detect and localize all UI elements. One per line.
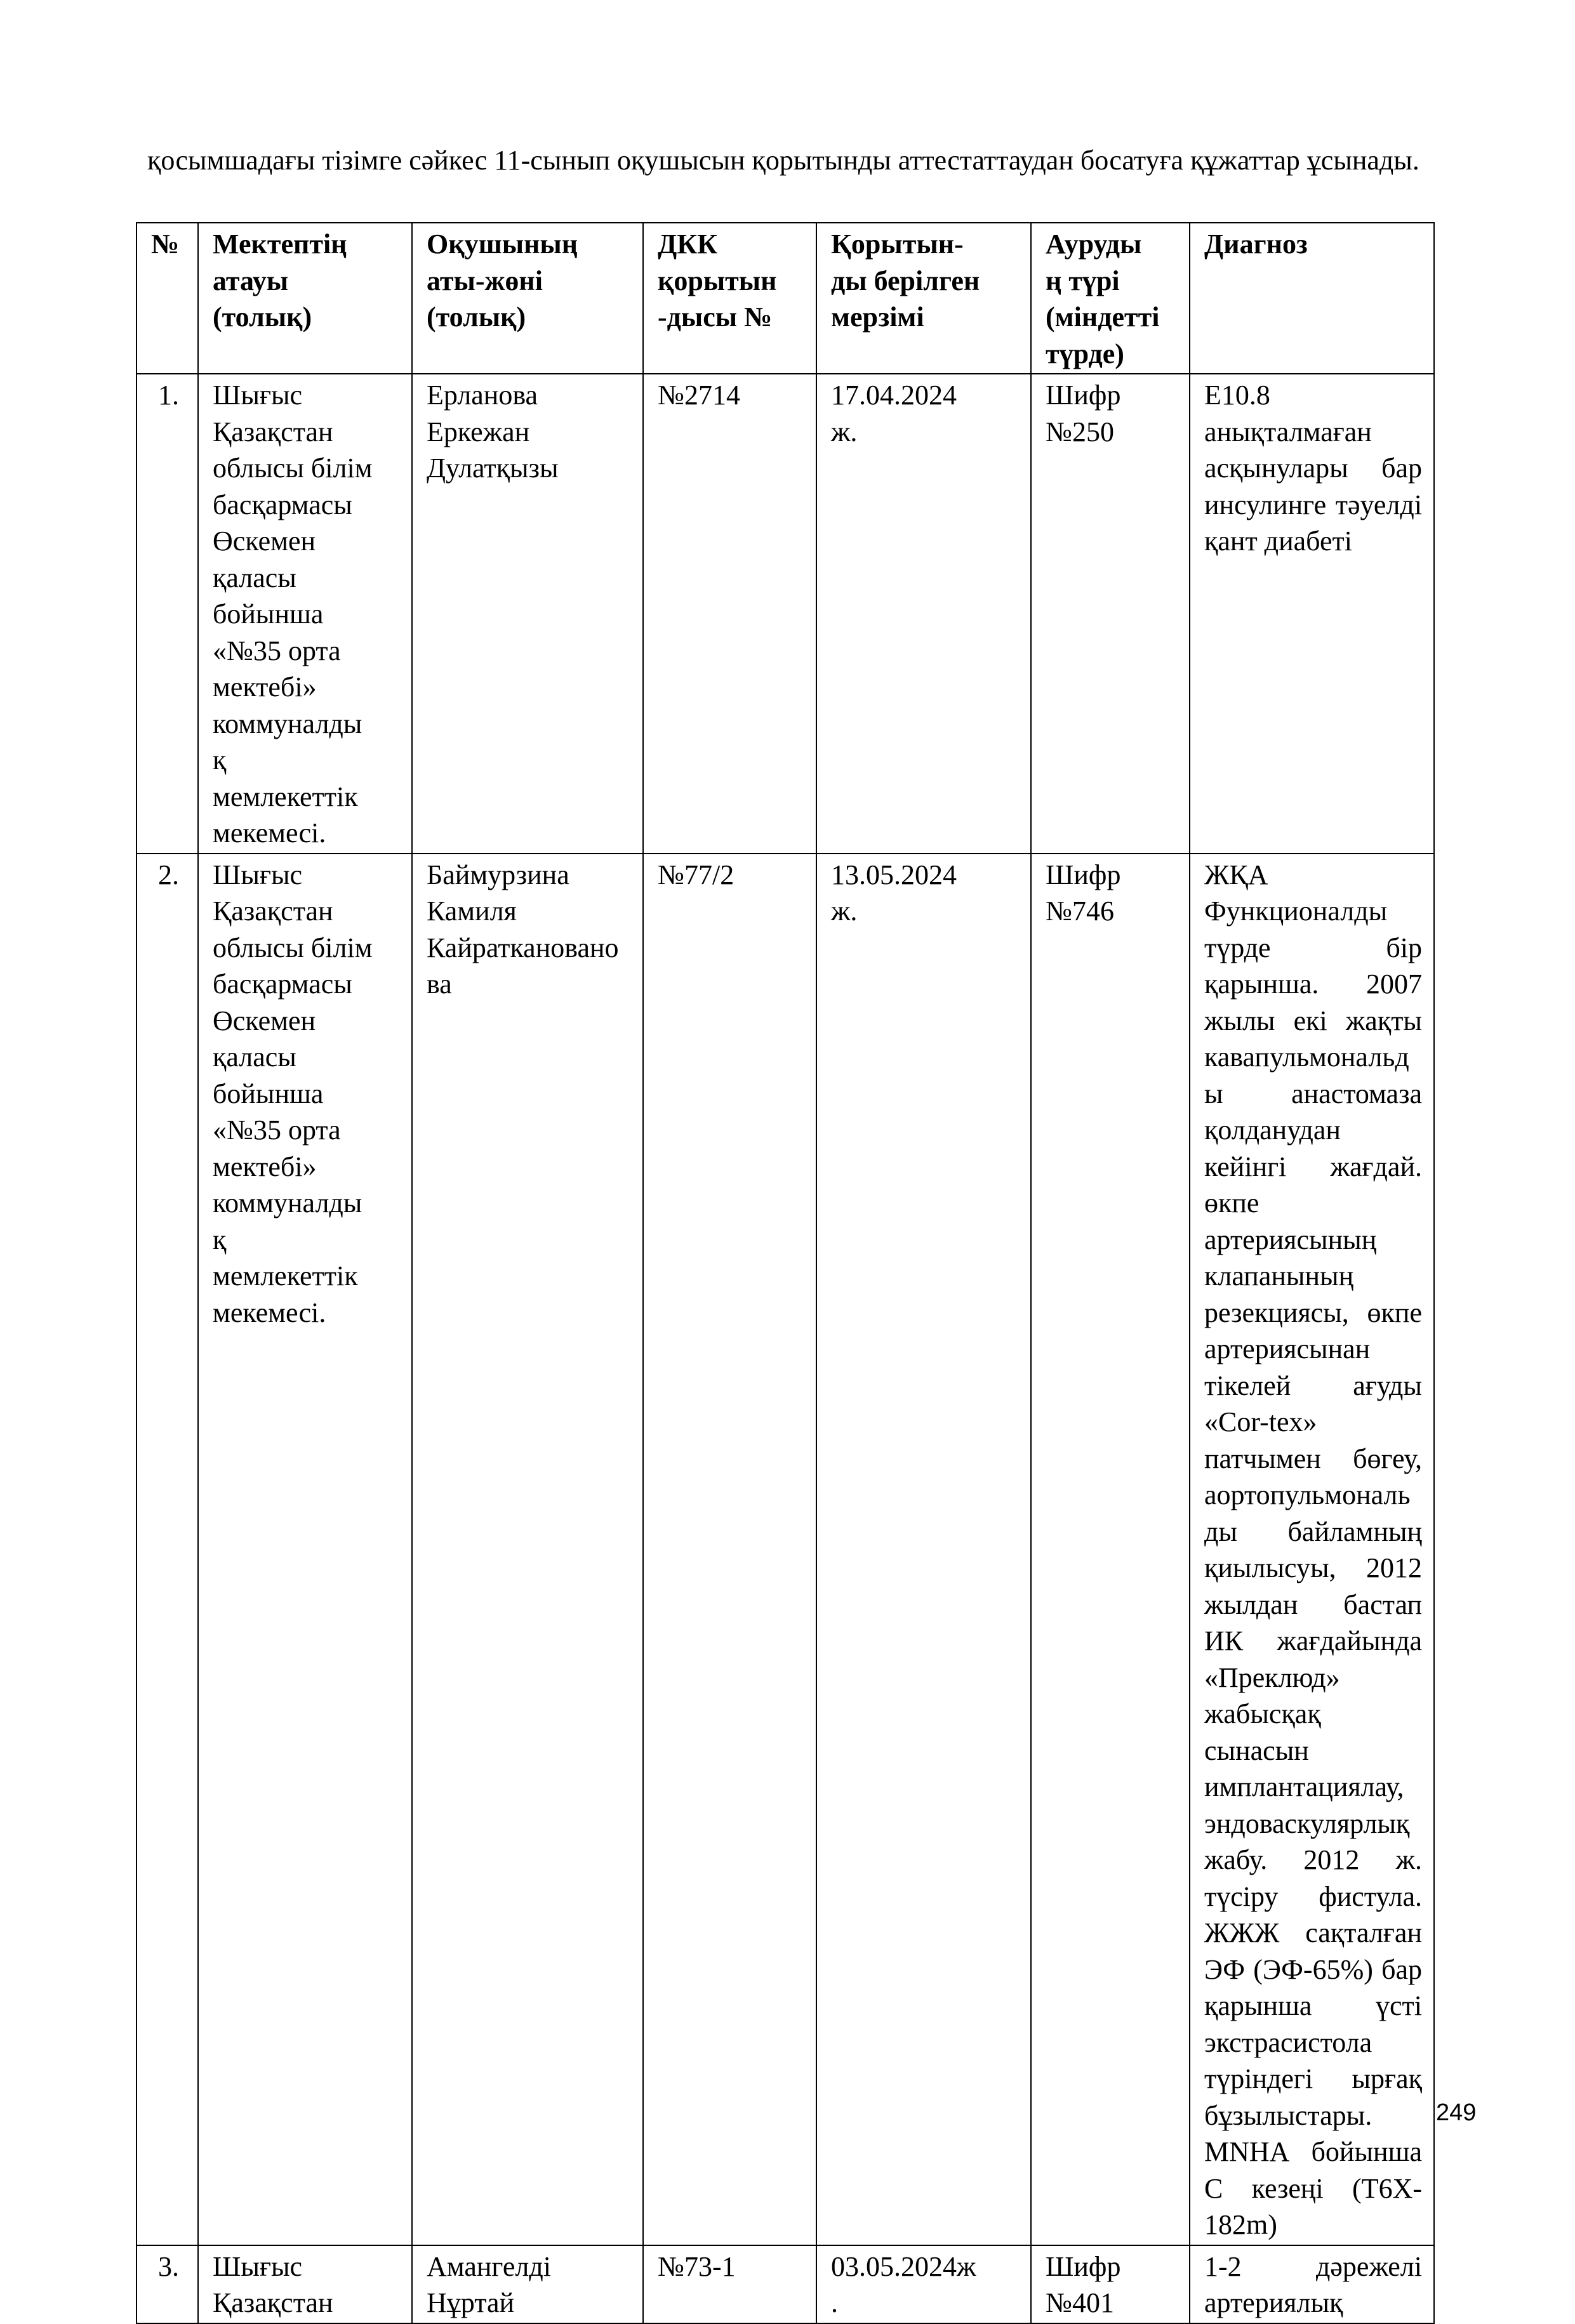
school-name-cell: Шығыс Қазақстан bbox=[198, 2245, 412, 2323]
row-number: 1. bbox=[136, 374, 198, 854]
header-student-name: Оқушының аты-жөні (толық) bbox=[412, 223, 643, 374]
table-row bbox=[136, 2245, 1434, 2323]
student-name-cell: Амангелді Нұртай bbox=[412, 2245, 643, 2323]
dkk-number-cell: №73-1 bbox=[643, 2245, 816, 2323]
header-issue-date: Қорытын- ды берілген мерзімі bbox=[816, 223, 1031, 374]
school-name-cell: Шығыс Қазақстан облысы білім басқармасы Өскемен қаласы бойынша «№35 орта мектебі» коммуналды қ мемлекеттік мекемесі. bbox=[198, 374, 412, 854]
students-table bbox=[136, 222, 1435, 2324]
dkk-number-cell: №2714 bbox=[643, 374, 816, 854]
row-number: 3. bbox=[136, 2245, 198, 2323]
header-number: № bbox=[136, 223, 198, 374]
student-name-cell: Баймурзина Камиля Кайратканованова bbox=[412, 854, 643, 2245]
header-dkk-number: ДКК қорытын -дысы № bbox=[643, 223, 816, 374]
disease-type-cell: Шифр №746 bbox=[1031, 854, 1190, 2245]
table-header-row bbox=[136, 223, 1434, 374]
school-name-cell: Шығыс Қазақстан облысы білім басқармасы Өскемен қаласы бойынша «№35 орта мектебі» коммуналды қ мемлекеттік мекемесі. bbox=[198, 854, 412, 2245]
intro-paragraph: қосымшадағы тізімге сәйкес 11-сынып оқушысын қорытынды аттестаттаудан босатуға құжаттар ұсынады. bbox=[147, 145, 1419, 176]
issue-date-cell: 17.04.2024 ж. bbox=[816, 374, 1031, 854]
header-diagnosis: Диагноз bbox=[1190, 223, 1434, 374]
disease-type-cell: Шифр №401 bbox=[1031, 2245, 1190, 2323]
table-row bbox=[136, 854, 1434, 2245]
issue-date-cell: 13.05.2024 ж. bbox=[816, 854, 1031, 2245]
student-name-cell: Ерланова Еркежан Дулатқызы bbox=[412, 374, 643, 854]
page-number: 249 bbox=[1436, 2099, 1477, 2126]
diagnosis-cell: ЖҚА Функционалды түрде бір қарынша. 2007 жылы екі жақты кавапульмональды анастомаза қолданудан кейінгі жағдай. өкпе артериясының клапанының резекциясы, өкпе артериясынан тікелей ағуды «Cor-tex» патчымен бөгеу, аортопульмональды байламның қиылысуы, 2012 жылдан бастап ИК жағдайында «Преклюд» жабысқақ сынасын имплантациялау, эндоваскулярлық жабу. 2012 ж. түсіру фистула. ЖЖЖ сақталған ЭФ (ЭФ-65%) бар қарынша үсті экстрасистола түріндегі ырғақ бұзылыстары. MNHA бойынша С кезеңі (T6X-182m) bbox=[1190, 854, 1434, 2245]
dkk-number-cell: №77/2 bbox=[643, 854, 816, 2245]
diagnosis-cell: 1-2 дәрежелі артериялық bbox=[1190, 2245, 1434, 2323]
disease-type-cell: Шифр №250 bbox=[1031, 374, 1190, 854]
table-row bbox=[136, 374, 1434, 854]
diagnosis-cell: Е10.8 анықталмаған асқынулары бар инсулинге тәуелді қант диабеті bbox=[1190, 374, 1434, 854]
row-number: 2. bbox=[136, 854, 198, 2245]
header-disease-type: Ауруды ң түрі (міндетті түрде) bbox=[1031, 223, 1190, 374]
issue-date-cell: 03.05.2024ж . bbox=[816, 2245, 1031, 2323]
header-school-name: Мектептің атауы (толық) bbox=[198, 223, 412, 374]
